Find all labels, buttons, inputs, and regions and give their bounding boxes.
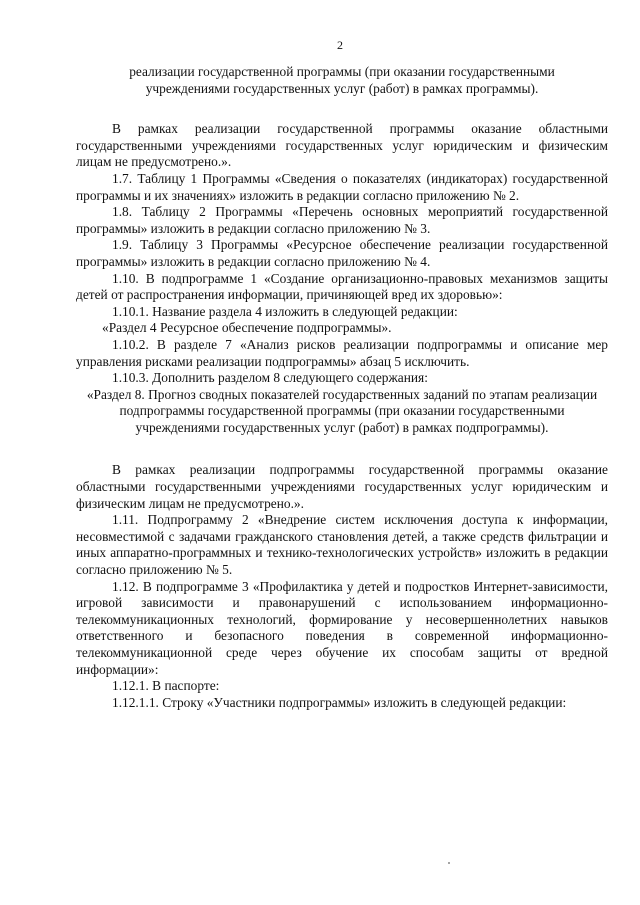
page-number: 2 (337, 38, 343, 52)
paragraph-heading-continuation: реализации государственной программы (при оказании государственными учреждениями государственных услуг (работ) в рамках программы). (129, 64, 555, 96)
paragraph-subprogram-no-services: В рамках реализации подпрограммы государственной программы оказание областными государственными учреждениями государственных услуг юридическим и физическим лицам не предусмотрено.». (76, 462, 608, 511)
paragraph-item-1-10-3: 1.10.3. Дополнить разделом 8 следующего содержания: (112, 370, 428, 386)
paragraph-section-4-title: «Раздел 4 Ресурсное обеспечение подпрограммы». (102, 320, 392, 336)
paragraph-item-1-8: 1.8. Таблицу 2 Программы «Перечень основных мероприятий государственной программы» изложить в редакции согласно приложению № 3. (76, 204, 608, 236)
paragraph-item-1-10-1: 1.10.1. Название раздела 4 изложить в следующей редакции: (112, 303, 458, 319)
paragraph-item-1-10-2: 1.10.2. В разделе 7 «Анализ рисков реализации подпрограммы и описание мер управления рисками реализации подпрограммы» абзац 5 исключить. (76, 336, 608, 369)
paragraph-item-1-12: 1.12. В подпрограмме 3 «Профилактика у детей и подростков Интернет-зависимости, игровой зависимости и правонарушений с использованием информационно-телекоммуникационных технологий, формирование у несовершеннолетних навыков ответственного и безопасного поведения в современной информационно-телекоммуникационной среде через обучение их способам защиты от вредной информации»: (76, 578, 608, 677)
paragraph-item-1-7: 1.7. Таблицу 1 Программы «Сведения о показателях (индикаторах) государственной программы и их значениях» изложить в редакции согласно приложению № 2. (76, 170, 608, 203)
paragraph-item-1-10: 1.10. В подпрограмме 1 «Создание организационно-правовых механизмов защиты детей от распространения информации, причиняющей вред их здоровью»: (76, 270, 608, 303)
spacer (76, 436, 608, 462)
scan-speck (448, 862, 450, 864)
paragraph-item-1-12-1: 1.12.1. В паспорте: (112, 678, 220, 694)
paragraph-item-1-11: 1.11. Подпрограмму 2 «Внедрение систем исключения доступа к информации, несовместимой с задачами гражданского становления детей, а также средств фильтрации и иных аппаратно-программных и технико-технологических устройств» изложить в редакции согласно приложению № 5. (76, 512, 608, 578)
paragraph-no-services: В рамках реализации государственной программы оказание областными государственными учреждениями государственных услуг юридическим и физическим лицам не предусмотрено.». (76, 121, 608, 170)
document-body (76, 64, 608, 711)
paragraph-item-1-12-1-1: 1.12.1.1. Строку «Участники подпрограммы» изложить в следующей редакции: (112, 694, 567, 710)
spacer (76, 97, 608, 121)
paragraph-item-1-9: 1.9. Таблицу 3 Программы «Ресурсное обеспечение реализации государственной программы» изложить в редакции согласно приложению № 4. (76, 237, 608, 269)
paragraph-section-8-title: «Раздел 8. Прогноз сводных показателей государственных заданий по этапам реализации подпрограммы государственной программы (при оказании государственными учреждениями государственных услуг (работ) в рамках подпрограммы). (86, 386, 598, 435)
